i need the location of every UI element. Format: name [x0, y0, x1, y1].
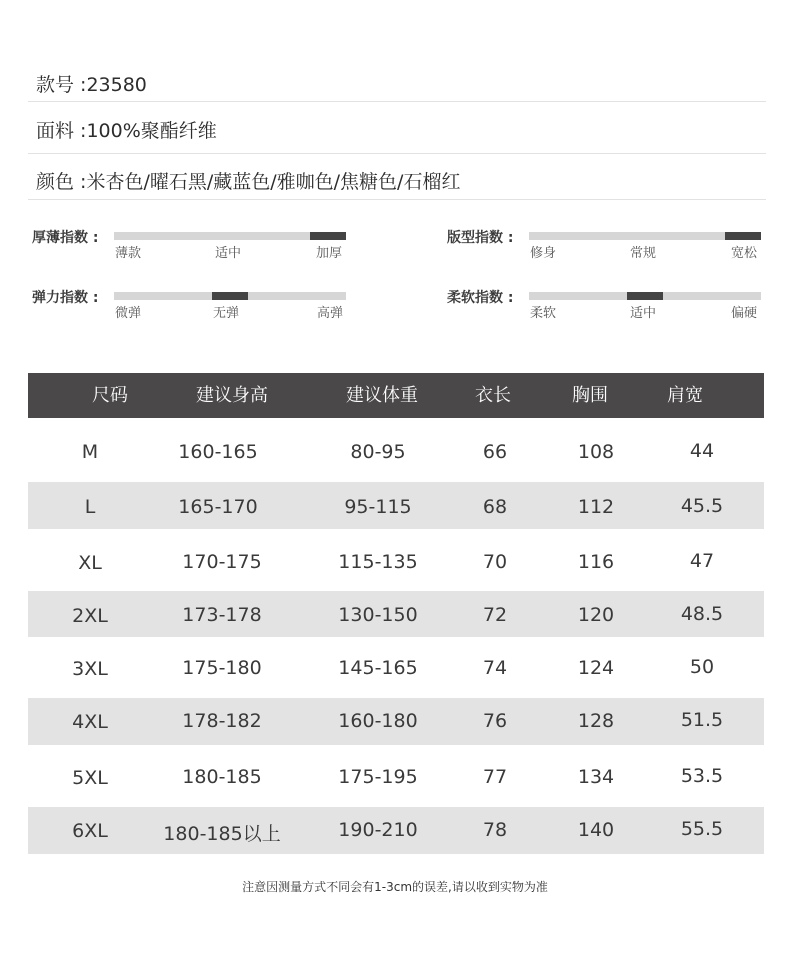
table-row — [28, 591, 764, 637]
cell-height: 180-185 — [182, 766, 262, 788]
table-row — [28, 637, 764, 698]
softness-index — [447, 287, 777, 333]
cell-size: 5XL — [72, 767, 108, 789]
fit-index-track — [529, 232, 761, 240]
fit-index — [447, 227, 777, 273]
cell-size: 3XL — [72, 658, 108, 680]
cell-shoulder: 47 — [689, 550, 715, 572]
style-number-row — [28, 60, 766, 102]
cell-length: 76 — [482, 710, 508, 732]
cell-shoulder: 45.5 — [680, 495, 724, 517]
header-length: 衣长 — [475, 385, 511, 406]
cell-shoulder: 44 — [689, 440, 715, 462]
elasticity-tick-none: 无弹 — [213, 306, 240, 321]
table-row — [28, 698, 764, 745]
fabric-row — [28, 102, 766, 154]
cell-weight: 95-115 — [344, 496, 412, 518]
fit-tick-regular: 常规 — [630, 246, 657, 261]
elasticity-index — [32, 287, 362, 333]
cell-weight: 115-135 — [338, 551, 418, 573]
cell-size: 4XL — [72, 711, 108, 733]
cell-height: 175-180 — [182, 657, 262, 679]
style-number-value: 23580 — [86, 74, 147, 96]
table-row — [28, 418, 764, 482]
table-row — [28, 529, 764, 591]
cell-height: 160-165 — [178, 441, 258, 463]
cell-weight: 175-195 — [338, 766, 418, 788]
thickness-index-marker — [310, 232, 346, 240]
cell-chest: 108 — [577, 441, 615, 463]
thickness-tick-thick: 加厚 — [316, 246, 343, 261]
cell-size: 6XL — [72, 820, 108, 842]
thickness-index-label: 厚薄指数 : — [32, 230, 99, 246]
cell-length: 68 — [482, 496, 508, 518]
elasticity-tick-slight: 微弹 — [115, 306, 142, 321]
fit-index-marker — [725, 232, 761, 240]
cell-chest: 120 — [577, 604, 615, 626]
softness-tick-soft: 柔软 — [530, 306, 557, 321]
softness-tick-medium: 适中 — [630, 306, 657, 321]
color-label: 颜色 : — [36, 171, 87, 193]
cell-size: L — [84, 496, 96, 518]
cell-chest: 124 — [577, 657, 615, 679]
cell-chest: 134 — [577, 766, 615, 788]
softness-index-track — [529, 292, 761, 300]
size-table — [28, 373, 764, 854]
cell-weight: 160-180 — [338, 710, 418, 732]
thickness-tick-thin: 薄款 — [115, 246, 142, 261]
table-row — [28, 482, 764, 529]
cell-size: 2XL — [72, 605, 108, 627]
thickness-index — [32, 227, 362, 273]
header-size: 尺码 — [92, 385, 128, 406]
cell-chest: 140 — [577, 819, 615, 841]
fit-tick-slim: 修身 — [530, 246, 557, 261]
table-row — [28, 807, 764, 854]
cell-height: 180-185以上 — [163, 823, 281, 845]
cell-length: 78 — [482, 819, 508, 841]
cell-shoulder: 50 — [689, 656, 715, 678]
softness-index-marker — [627, 292, 663, 300]
cell-size: XL — [78, 552, 102, 574]
cell-length: 66 — [482, 441, 508, 463]
fabric-label: 面料 : — [36, 120, 87, 142]
elasticity-index-track — [114, 292, 346, 300]
cell-weight: 145-165 — [338, 657, 418, 679]
header-shoulder: 肩宽 — [667, 385, 703, 406]
color-value: 米杏色/曜石黑/藏蓝色/雅咖色/焦糖色/石榴红 — [86, 171, 461, 193]
cell-shoulder: 55.5 — [680, 818, 724, 840]
style-number-label: 款号 : — [36, 74, 87, 96]
table-header — [28, 373, 764, 418]
cell-shoulder: 51.5 — [680, 709, 724, 731]
cell-chest: 112 — [577, 496, 615, 518]
cell-weight: 190-210 — [338, 819, 418, 841]
cell-height: 170-175 — [182, 551, 262, 573]
color-row — [28, 154, 766, 200]
table-row — [28, 745, 764, 807]
cell-shoulder: 48.5 — [680, 603, 724, 625]
thickness-index-track — [114, 232, 346, 240]
elasticity-index-marker — [212, 292, 248, 300]
cell-weight: 130-150 — [338, 604, 418, 626]
cell-height: 173-178 — [182, 604, 262, 626]
softness-tick-hard: 偏硬 — [731, 306, 758, 321]
cell-weight: 80-95 — [350, 441, 406, 463]
cell-shoulder: 53.5 — [680, 765, 724, 787]
elasticity-index-label: 弹力指数 : — [32, 290, 99, 306]
cell-length: 72 — [482, 604, 508, 626]
cell-height: 165-170 — [178, 496, 258, 518]
cell-length: 70 — [482, 551, 508, 573]
header-chest: 胸围 — [572, 385, 608, 406]
cell-size: M — [81, 441, 99, 463]
cell-length: 74 — [482, 657, 508, 679]
cell-length: 77 — [482, 766, 508, 788]
fabric-value: 100%聚酯纤维 — [86, 120, 217, 142]
thickness-tick-medium: 适中 — [215, 246, 242, 261]
fit-index-label: 版型指数 : — [447, 230, 514, 246]
measurement-note: 注意因测量方式不同会有1-3cm的误差,请以收到实物为准 — [242, 880, 548, 894]
header-height: 建议身高 — [196, 385, 268, 406]
cell-chest: 128 — [577, 710, 615, 732]
cell-height: 178-182 — [182, 710, 262, 732]
header-weight: 建议体重 — [346, 385, 418, 406]
elasticity-tick-high: 高弹 — [317, 306, 344, 321]
cell-chest: 116 — [577, 551, 615, 573]
softness-index-label: 柔软指数 : — [447, 290, 514, 306]
fit-tick-loose: 宽松 — [731, 246, 758, 261]
